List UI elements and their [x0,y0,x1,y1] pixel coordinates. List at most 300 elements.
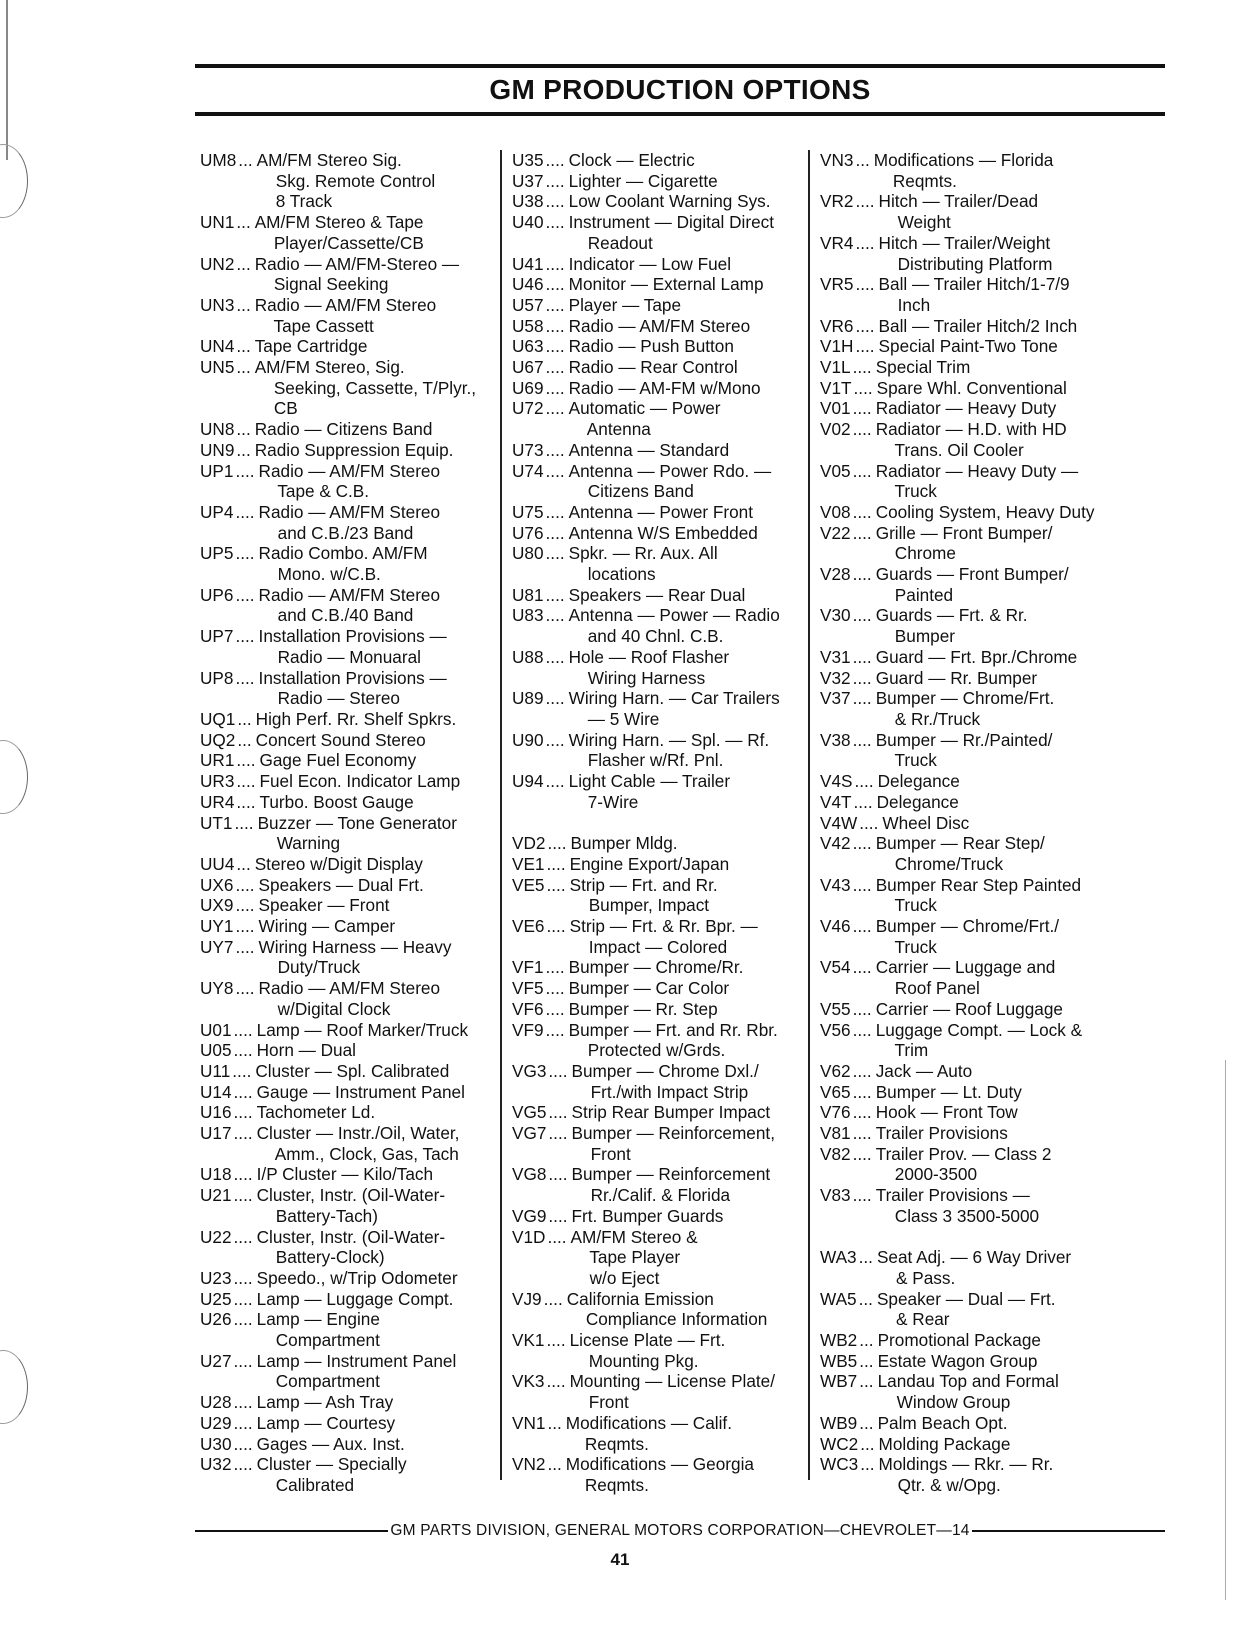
option-description: Guards — Front Bumper/ Painted [875,564,1069,605]
binding-edge-line [6,0,8,160]
option-description: Special Paint-Two Tone [878,336,1058,357]
option-code: U35 [512,150,544,170]
option-description: Radiator — H.D. with HD Trans. Oil Cooler [875,419,1067,460]
option-code: V08 [820,501,851,522]
option-code: U75 [512,501,544,522]
option-description: Wiring — Camper [258,916,396,937]
footer-rule-left [195,1530,388,1532]
option-code: V31 [820,646,851,667]
leader-dots: .... [545,584,565,605]
option-description: Bumper — Chrome/Frt. & Rr./Truck [875,688,1055,729]
option-description: Modifications — Florida Reqmts. [873,150,1054,191]
option-code: VE5 [512,874,545,895]
option-code: VE6 [512,916,545,936]
footer [195,1522,1165,1540]
option-description: Antenna W/S Embedded [568,522,758,543]
option-code: UY1 [200,916,234,937]
option-entry [820,502,1120,523]
option-description: Antenna — Power — Radio and 40 Chnl. C.B. [568,605,780,647]
option-description: Bumper — Lt. Duty [875,1081,1022,1102]
option-code: WB9 [820,1412,858,1433]
option-description: Lamp — Courtesy [256,1412,396,1433]
leader-dots: .... [545,294,565,315]
leader-dots: ... [858,1247,873,1268]
leader-dots: .... [852,398,872,419]
option-code: U63 [512,336,544,357]
option-code: VN1 [512,1412,546,1433]
option-entry [200,730,500,751]
leader-dots: .... [233,1267,253,1288]
option-description: Clock — Electric [568,150,695,170]
option-code: U14 [200,1081,232,1102]
option-entry [512,523,812,544]
option-code: WA3 [820,1247,857,1268]
leader-dots: ... [547,1412,562,1433]
option-description: Modifications — Calif. Reqmts. [565,1412,732,1454]
leader-dots: .... [852,501,872,522]
option-entry [820,605,1120,646]
leader-dots: .... [545,522,565,543]
option-code: U27 [200,1350,232,1371]
option-entry [820,1082,1120,1103]
leader-dots: .... [546,853,566,874]
option-description: Lamp — Instrument Panel Compartment [256,1350,457,1392]
option-description: Lamp — Luggage Compt. [256,1288,454,1309]
leader-dots: .... [545,170,565,191]
option-description: Wheel Disc [882,812,970,833]
option-code: U38 [512,191,544,212]
option-code: UP6 [200,584,234,605]
leader-dots: ... [236,419,251,440]
option-code: U57 [512,294,544,315]
leader-dots: .... [545,998,565,1019]
option-description: Horn — Dual [256,1040,356,1061]
option-description: Antenna — Standard [568,439,730,460]
option-code: UY8 [200,978,234,999]
option-entry [512,1206,812,1227]
leader-dots: .... [233,1081,253,1102]
option-entry [200,1309,500,1350]
option-code: UX9 [200,895,234,916]
leader-dots: .... [545,377,565,398]
leader-dots: .... [233,1288,253,1309]
option-code: V83 [820,1185,851,1206]
option-description: Installation Provisions — Radio — Stereo [258,667,447,709]
leader-dots: .... [233,1185,253,1206]
option-code: U88 [512,646,544,667]
option-entry [820,916,1120,957]
option-entry [820,1020,1120,1061]
leader-dots: .... [236,750,256,771]
leader-dots: .... [235,667,255,688]
leader-dots: .... [233,1164,253,1185]
option-entry [512,771,812,812]
option-description: Tape Cartridge [254,336,368,357]
option-description: Landau Top and Formal Window Group [877,1371,1059,1413]
option-description: Estate Wagon Group [877,1350,1038,1371]
option-entry [512,999,812,1020]
option-description: Lamp — Ash Tray [256,1392,394,1413]
leader-dots: ... [858,1288,873,1309]
option-description: Trailer Prov. — Class 2 2000-3500 [875,1143,1052,1185]
option-description: Frt. Bumper Guards [571,1205,724,1226]
leader-dots: .... [855,336,875,357]
option-description: Seat Adj. — 6 Way Driver & Pass. [876,1247,1072,1288]
leader-dots: .... [852,874,872,895]
column-divider [500,150,502,1480]
option-description: Strip Rear Bumper Impact [571,1102,771,1123]
page-edge-line [1225,1060,1227,1600]
option-entry [200,543,500,584]
option-code: V05 [820,460,851,481]
leader-dots: ... [236,212,251,233]
option-code: U58 [512,315,544,336]
option-entry [820,792,1120,813]
leader-dots: .... [547,1226,567,1247]
option-entry [512,502,812,523]
option-entry [512,150,812,171]
option-entry [820,419,1120,460]
leader-dots: .... [235,543,255,564]
leader-dots: .... [545,439,565,460]
option-code: UR1 [200,750,235,771]
option-entry [512,1330,812,1371]
punch-hole [0,144,28,218]
option-code: UU4 [200,853,235,874]
option-description: Radio — AM/FM Stereo and C.B./40 Band [258,584,441,626]
leader-dots: ... [860,1454,875,1475]
option-code: V4T [820,791,852,812]
option-description: Lamp — Engine Compartment [256,1309,380,1351]
option-entry [820,274,1120,315]
option-description: Buzzer — Tone Generator Warning [257,812,457,854]
option-entry [200,150,500,212]
option-entry [200,1413,500,1434]
leader-dots: .... [545,688,565,709]
option-description: Bumper — Frt. and Rr. Rbr. Protected w/Grds. [568,1019,778,1061]
option-description: Radio — AM/FM Stereo w/Digital Clock [258,978,441,1019]
leader-dots: .... [852,522,872,543]
option-code: WC2 [820,1433,859,1454]
option-code: VR4 [820,232,854,253]
option-entry [820,523,1120,564]
option-code: V4S [820,771,853,792]
option-entry [820,1144,1120,1185]
option-description: Trailer Provisions — Class 3 3500-5000 [875,1185,1040,1226]
leader-dots: .... [236,791,256,812]
title-bottom-rule [195,112,1165,116]
option-entry [820,1371,1120,1412]
leader-dots: ... [236,336,251,357]
column-divider [808,150,810,1480]
option-entry [512,854,812,875]
leader-dots: .... [852,564,872,585]
option-code: VK3 [512,1371,545,1392]
option-code: UN4 [200,336,235,357]
leader-dots: .... [233,1226,253,1247]
option-code: UX6 [200,874,234,895]
option-code: V30 [820,605,851,626]
leader-dots: .... [548,1102,568,1123]
option-entry [512,357,812,378]
leader-dots: ... [859,1350,874,1371]
option-code: V32 [820,667,851,688]
option-description: Speakers — Rear Dual [568,584,746,605]
option-description: Wiring Harn. — Car Trailers — 5 Wire [568,688,780,729]
option-entry [512,647,812,688]
option-description: Ball — Trailer Hitch/2 Inch [878,315,1078,336]
leader-dots: ... [859,1412,874,1433]
option-code: U80 [512,543,544,564]
option-code: U83 [512,605,544,626]
option-description: Player — Tape [568,294,682,315]
option-description: Moldings — Rkr. — Rr. Qtr. & w/Opg. [878,1454,1054,1495]
option-entry [512,543,812,584]
option-description: Radio Combo. AM/FM Mono. w/C.B. [258,543,428,585]
leader-dots: .... [548,1060,568,1081]
option-entry [200,709,500,730]
option-entry [200,1434,500,1455]
leader-dots: .... [853,791,873,812]
option-description: AM/FM Stereo & Tape Player w/o Eject [570,1226,698,1288]
leader-dots: .... [545,336,565,357]
option-entry [200,1040,500,1061]
option-entry [200,254,500,295]
leader-dots: .... [233,1392,253,1413]
option-entry [200,1185,500,1226]
option-code: UY7 [200,936,234,957]
option-description: AM/FM Stereo Sig. Skg. Remote Control 8 Track [256,150,436,212]
option-description: Wiring Harn. — Spl. — Rf. Flasher w/Rf. Pnl. [568,729,770,771]
leader-dots: .... [852,1123,872,1144]
option-entry [512,1020,812,1061]
leader-dots: .... [852,1060,872,1081]
option-code: V65 [820,1081,851,1102]
option-entry [512,585,812,606]
option-description: Wiring Harness — Heavy Duty/Truck [258,936,452,978]
option-code: V82 [820,1143,851,1164]
option-entry [200,895,500,916]
leader-dots: .... [852,1019,872,1040]
leader-dots: .... [859,812,879,833]
option-description: Bumper — Chrome/Frt./ Truck [875,916,1060,957]
option-code: U90 [512,729,544,750]
option-description: I/P Cluster — Kilo/Tach [256,1164,434,1185]
option-entry [200,1061,500,1082]
option-code: UN5 [200,357,235,378]
option-description: Special Trim [875,357,971,378]
leader-dots: .... [233,1309,253,1330]
option-entry [200,626,500,667]
option-code: V46 [820,916,851,937]
option-code: VJ9 [512,1288,542,1309]
option-code: VF9 [512,1019,544,1040]
option-description: Lighter — Cigarette [568,170,718,191]
option-code: U41 [512,253,544,274]
option-description: Spkr. — Rr. Aux. All locations [568,543,718,585]
option-description: Fuel Econ. Indicator Lamp [259,771,461,792]
option-code: UN1 [200,212,235,233]
option-entry [820,316,1120,337]
option-entry [512,730,812,771]
option-entry [820,771,1120,792]
leader-dots: .... [548,1123,568,1144]
option-code: U94 [512,771,544,792]
leader-dots: .... [852,460,872,481]
option-description: Mounting — License Plate/ Front [569,1371,776,1413]
leader-dots: .... [236,771,256,792]
leader-dots: .... [545,191,565,212]
leader-dots: ... [237,729,252,750]
option-description: Speaker — Front [258,895,390,916]
option-entry [512,1454,812,1495]
option-description: Guards — Frt. & Rr. Bumper [875,605,1028,647]
leader-dots: .... [855,191,875,212]
option-code: UP7 [200,626,234,647]
option-description: Bumper — Reinforcement, Front [571,1123,775,1164]
option-code: V56 [820,1019,851,1040]
option-code: V55 [820,998,851,1019]
option-entry [820,1247,1120,1288]
option-description: Promotional Package [877,1330,1041,1351]
option-entry [820,150,1120,191]
option-entry [820,1185,1120,1226]
option-description: Radiator — Heavy Duty [875,398,1057,419]
option-description: AM/FM Stereo, Sig. Seeking, Cassette, T/Plyr., CB [254,357,477,419]
leader-dots: .... [545,501,565,522]
leader-dots: .... [233,1019,253,1040]
option-description: Concert Sound Stereo [255,729,426,750]
option-entry [200,419,500,440]
leader-dots: .... [233,1040,253,1061]
leader-dots: .... [852,1102,872,1123]
leader-dots: .... [235,460,255,481]
option-entry [200,357,500,419]
option-description: Installation Provisions — Radio — Monuaral [258,626,447,667]
punch-hole [0,740,28,814]
option-code: U23 [200,1267,232,1288]
leader-dots: ... [547,1454,562,1475]
option-code: VG5 [512,1102,547,1123]
option-description: Radio — AM/FM-Stereo — Signal Seeking [254,253,460,295]
option-description: Lamp — Roof Marker/Truck [256,1019,469,1040]
option-code: V02 [820,419,851,440]
option-code: VD2 [512,833,546,854]
leader-dots: .... [546,1371,566,1392]
leader-dots: .... [545,646,565,667]
leader-dots: .... [546,1330,566,1351]
option-code: U11 [200,1060,231,1081]
option-entry [820,398,1120,419]
option-code: U32 [200,1454,232,1475]
option-entry [512,1164,812,1205]
option-code: VG9 [512,1205,547,1226]
option-description: Delegance [876,791,959,812]
option-description: Cluster, Instr. (Oil-Water- Battery-Tach) [256,1185,446,1226]
option-entry [200,1164,500,1185]
leader-dots: ... [236,357,251,378]
leader-dots: ... [855,150,870,170]
option-entry [512,440,812,461]
option-entry [512,1227,812,1289]
option-description: Gage Fuel Economy [259,750,417,771]
option-entry [512,1061,812,1102]
option-code: UQ1 [200,708,236,729]
option-description: Bumper — Car Color [568,978,730,999]
leader-dots: .... [233,1412,253,1433]
option-code: U17 [200,1123,232,1144]
option-code: U72 [512,398,544,419]
option-description: Radio — AM-FM w/Mono [568,377,761,398]
option-description: Bumper Rear Step Painted Truck [875,874,1082,916]
option-entry [200,336,500,357]
leader-dots: .... [545,357,565,378]
option-code: UN8 [200,419,235,440]
leader-dots: .... [233,1123,253,1144]
option-description: Hitch — Trailer/Dead Weight [878,191,1039,233]
option-entry [820,999,1120,1020]
option-entry [820,1061,1120,1082]
option-entry [512,1413,812,1454]
leader-dots: .... [235,978,255,999]
option-description: Hook — Front Tow [875,1102,1018,1123]
option-description: Cluster, Instr. (Oil-Water- Battery-Clock) [256,1226,446,1268]
option-entry [820,378,1120,399]
leader-dots: .... [852,1185,872,1206]
option-entry [820,1351,1120,1372]
option-code: U18 [200,1164,232,1185]
option-description: Gauge — Instrument Panel [256,1081,465,1102]
options-column-1 [200,150,500,1496]
leader-dots: .... [543,1288,563,1309]
option-description: Strip — Frt. & Rr. Bpr. — Impact — Colored [569,916,758,957]
option-code: VR5 [820,274,854,295]
option-description: Cluster — Spl. Calibrated [255,1060,450,1081]
leader-dots: .... [852,1081,872,1102]
option-entry [512,605,812,646]
option-description: Hole — Roof Flasher Wiring Harness [568,646,730,688]
option-code: UM8 [200,150,237,170]
option-code: V1D [512,1226,546,1247]
option-description: Radio — Push Button [568,336,734,357]
option-entry [200,854,500,875]
punch-hole [0,1350,28,1424]
option-code: VF1 [512,957,544,978]
leader-dots: .... [545,1019,565,1040]
leader-dots: .... [545,315,565,336]
option-description: High Perf. Rr. Shelf Spkrs. [255,708,457,729]
page-number: 41 [610,1550,630,1569]
option-code: U40 [512,212,544,233]
option-entry [200,1392,500,1413]
option-description: Radio — AM/FM Stereo [568,315,751,336]
option-description: Radio — Citizens Band [254,419,433,440]
leader-dots: .... [853,377,873,398]
option-entry [200,1123,500,1164]
option-description: Antenna — Power Rdo. — Citizens Band [568,460,772,502]
option-description: Stereo w/Digit Display [254,853,423,874]
option-code: VF5 [512,978,544,999]
option-entry [512,254,812,275]
option-description: Bumper — Reinforcement Rr./Calif. & Florida [571,1164,771,1206]
option-code: U26 [200,1309,232,1330]
leader-dots: .... [235,501,255,522]
leader-dots: .... [545,605,565,626]
option-description: Trailer Provisions [875,1123,1008,1144]
leader-dots: .... [235,584,255,605]
option-entry [200,1082,500,1103]
option-entry [820,730,1120,771]
